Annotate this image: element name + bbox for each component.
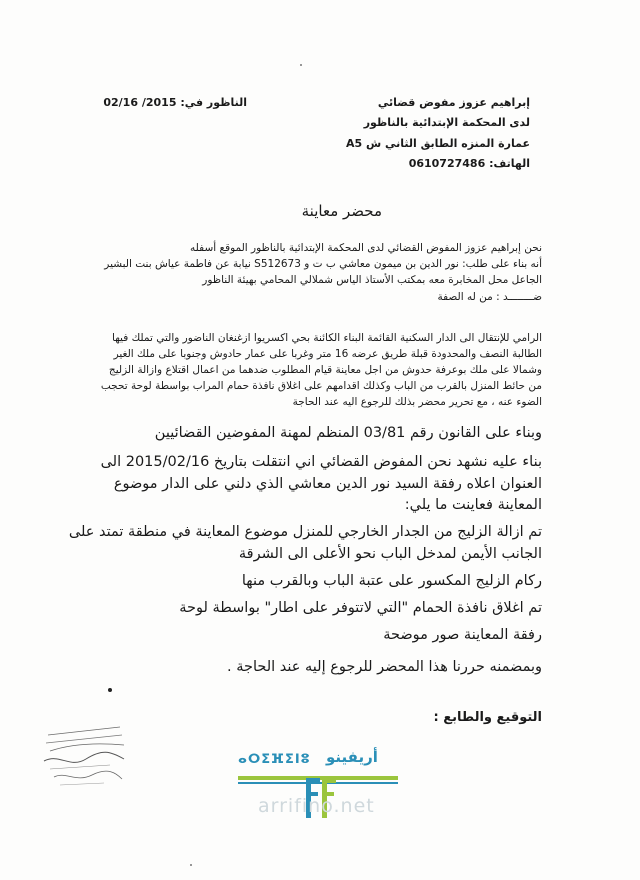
intro-line: نحن إبراهيم عزوز المفوض القضائي لدى المحكمة الإبتدائية بالناظور الموقع أسفله <box>190 242 542 254</box>
request-line: الضوء عنه ، مع تحرير محضر بذلك للرجوع اليه عند الحاجة <box>292 396 542 408</box>
official-name: إبراهيم عزوز مفوض قضائي <box>377 96 530 109</box>
signature-label: التوقيع والطابع : <box>433 710 542 725</box>
intro-line: الجاعل محل المخابرة معه بمكتب الأستاذ الياس شملالي المحامي بهيئة الناظور <box>202 274 542 286</box>
request-line: وشمالا على ملك بوعرفة حدوش من اجل معاينة قيام المطلوب ضدهما من اعمال اقتلاع وازالة الزليج <box>108 364 542 376</box>
watermark-arabic: أريفينو <box>326 748 378 766</box>
scan-speck <box>108 688 112 692</box>
body-line: بناء عليه نشهد نحن المفوض القضائي اني انتقلت بتاريخ 2015/02/16 الى <box>100 454 542 470</box>
request-line: الرامي للإنتقال الى الدار السكنية القائمة البناء الكائنة بحي اكسريوا ازغنغان الناضور والتي تملك فيها <box>112 332 542 344</box>
court-name: لدى المحكمة الإبتدائية بالناظور <box>363 116 530 129</box>
scan-speck <box>300 64 302 66</box>
intro-line: ضــــــــد : من له الصفة <box>437 291 542 303</box>
document-date: الناظور في: 2015/ 02/16 <box>103 96 247 109</box>
body-line: وبمضمنه حررنا هذا المحضر للرجوع إليه عند الحاجة . <box>227 659 542 675</box>
scan-speck <box>190 864 192 866</box>
request-line: الطالبة النصف والمحدودة قبلة طريق عرضه 16 متر وغربا على عمار حادوش وجنوبا على ملك الغير <box>113 348 542 360</box>
body-line: تم اغلاق نافذة الحمام "التي لاتتوفر على اطار" بواسطة لوحة <box>179 600 542 616</box>
address: عمارة المنزه الطابق الثاني ش A5 <box>345 137 530 150</box>
request-line: من حائط المنزل بالقرب من الباب وكذلك اقدامهم على اغلاق نافذة حمام المراب بواسطة لوحة تحجب <box>100 380 542 392</box>
intro-line: أنه بناء على طلب: نور الدين بن ميمون معاشي ب ت و S512673 نيابة عن فاطمة عياش بنت البشير <box>104 258 542 270</box>
body-line: المعاينة فعاينت ما يلي: <box>404 497 542 513</box>
body-line: ركام الزليج المكسور على عتبة الباب وبالقرب منها <box>241 573 542 589</box>
body-line: تم ازالة الزليج من الجدار الخارجي للمنزل موضوع المعاينة في منطقة تمتد على <box>68 524 542 540</box>
body-line: وبناء على القانون رقم 03/81 المنظم لمهنة المفوضين القضائيين <box>154 425 542 441</box>
body-line: رفقة المعاينة صور موضحة <box>383 627 542 643</box>
phone: الهاتف: 0610727486 <box>408 157 530 170</box>
body-line: الجانب الأيمن لمدخل الباب نحو الأعلى الى الشرقة <box>238 546 542 562</box>
signature-stamp <box>40 725 128 793</box>
document-title: محضر معاينة <box>301 202 382 220</box>
body-line: العنوان اعلاه رفقة السيد نور الدين معاشي الذي دلني على الدار موضوع <box>113 476 542 492</box>
watermark-website: arrifino.net <box>258 795 375 817</box>
watermark-tifinagh: ⴰⵔⵉⴼⵉⵏⵓ <box>238 752 311 767</box>
